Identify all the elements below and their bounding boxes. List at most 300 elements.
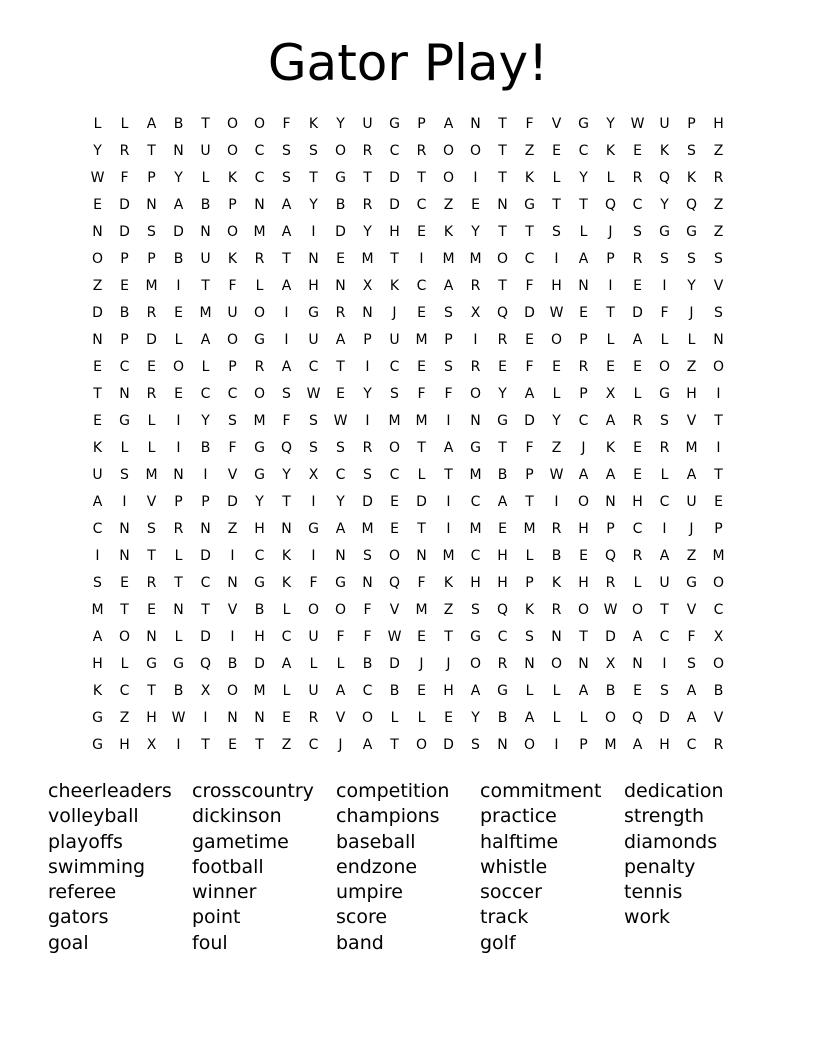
grid-letter[interactable]: C <box>713 602 724 618</box>
grid-letter[interactable]: T <box>525 494 534 510</box>
grid-letter[interactable]: K <box>308 116 319 132</box>
grid-letter[interactable]: Z <box>443 197 454 213</box>
grid-letter[interactable]: M <box>712 548 725 564</box>
grid-letter[interactable]: D <box>416 494 427 510</box>
grid-letter[interactable]: N <box>119 548 130 564</box>
grid-letter[interactable]: Q <box>496 305 509 321</box>
grid-letter[interactable]: S <box>687 656 696 672</box>
grid-letter[interactable]: E <box>444 710 453 726</box>
grid-letter[interactable]: I <box>716 386 721 402</box>
grid-letter[interactable]: D <box>389 170 400 186</box>
grid-letter[interactable]: O <box>334 143 347 159</box>
grid-letter[interactable]: B <box>497 710 508 726</box>
grid-letter[interactable]: F <box>282 116 291 132</box>
grid-letter[interactable]: L <box>417 467 426 483</box>
grid-letter[interactable]: B <box>227 656 238 672</box>
grid-letter[interactable]: R <box>335 305 346 321</box>
grid-letter[interactable]: Q <box>496 602 509 618</box>
grid-letter[interactable]: Y <box>687 278 696 294</box>
grid-letter[interactable]: K <box>551 575 562 591</box>
grid-letter[interactable]: O <box>631 602 644 618</box>
grid-letter[interactable]: R <box>146 305 157 321</box>
grid-letter[interactable]: N <box>362 575 373 591</box>
grid-letter[interactable]: F <box>228 278 237 294</box>
grid-letter[interactable]: V <box>551 116 562 132</box>
grid-letter[interactable]: P <box>606 521 615 537</box>
grid-letter[interactable]: P <box>147 251 156 267</box>
grid-letter[interactable]: A <box>686 710 697 726</box>
grid-letter[interactable]: Z <box>281 737 292 753</box>
grid-letter[interactable]: L <box>147 440 156 456</box>
grid-letter[interactable]: G <box>254 440 265 456</box>
grid-letter[interactable]: I <box>716 440 721 456</box>
grid-letter[interactable]: A <box>659 548 670 564</box>
grid-letter[interactable]: I <box>203 710 208 726</box>
grid-letter[interactable]: E <box>633 467 642 483</box>
grid-letter[interactable]: G <box>254 332 265 348</box>
grid-letter[interactable]: O <box>658 359 671 375</box>
grid-letter[interactable]: K <box>443 575 454 591</box>
grid-letter[interactable]: D <box>119 224 130 240</box>
grid-letter[interactable]: N <box>227 575 238 591</box>
grid-letter[interactable]: Q <box>685 197 698 213</box>
grid-letter[interactable]: D <box>632 305 643 321</box>
grid-letter[interactable]: O <box>91 251 104 267</box>
grid-letter[interactable]: S <box>714 251 723 267</box>
grid-letter[interactable]: X <box>605 656 616 672</box>
grid-letter[interactable]: R <box>308 710 319 726</box>
grid-letter[interactable]: D <box>254 656 265 672</box>
grid-letter[interactable]: T <box>390 737 399 753</box>
grid-letter[interactable]: S <box>633 224 642 240</box>
grid-letter[interactable]: C <box>254 170 265 186</box>
grid-letter[interactable]: Y <box>309 197 318 213</box>
grid-letter[interactable]: H <box>470 575 481 591</box>
grid-letter[interactable]: Y <box>201 413 210 429</box>
grid-letter[interactable]: G <box>389 116 400 132</box>
grid-letter[interactable]: S <box>552 224 561 240</box>
grid-letter[interactable]: F <box>687 629 696 645</box>
grid-letter[interactable]: S <box>282 386 291 402</box>
grid-letter[interactable]: G <box>686 575 697 591</box>
grid-letter[interactable]: U <box>659 116 670 132</box>
grid-letter[interactable]: D <box>659 710 670 726</box>
grid-letter[interactable]: N <box>497 737 508 753</box>
grid-letter[interactable]: F <box>363 629 372 645</box>
grid-letter[interactable]: T <box>714 467 723 483</box>
grid-letter[interactable]: M <box>253 224 266 240</box>
grid-letter[interactable]: I <box>473 170 478 186</box>
grid-letter[interactable]: H <box>254 521 265 537</box>
grid-letter[interactable]: A <box>92 629 103 645</box>
grid-letter[interactable]: Y <box>255 494 264 510</box>
grid-letter[interactable]: U <box>200 251 211 267</box>
grid-letter[interactable]: I <box>230 629 235 645</box>
grid-letter[interactable]: C <box>335 467 346 483</box>
grid-letter[interactable]: Q <box>604 548 617 564</box>
grid-letter[interactable]: P <box>120 332 129 348</box>
grid-letter[interactable]: W <box>630 116 645 132</box>
grid-letter[interactable]: H <box>659 737 670 753</box>
grid-letter[interactable]: T <box>282 494 291 510</box>
grid-letter[interactable]: A <box>146 116 157 132</box>
grid-letter[interactable]: P <box>363 332 372 348</box>
grid-letter[interactable]: R <box>605 575 616 591</box>
grid-letter[interactable]: C <box>632 197 643 213</box>
grid-letter[interactable]: Y <box>498 386 507 402</box>
grid-letter[interactable]: C <box>227 386 238 402</box>
grid-letter[interactable]: T <box>390 251 399 267</box>
grid-letter[interactable]: O <box>226 332 239 348</box>
grid-letter[interactable]: N <box>200 521 211 537</box>
grid-letter[interactable]: H <box>497 548 508 564</box>
grid-letter[interactable]: N <box>173 143 184 159</box>
grid-letter[interactable]: Y <box>93 143 102 159</box>
grid-letter[interactable]: N <box>146 629 157 645</box>
grid-letter[interactable]: D <box>227 494 238 510</box>
grid-letter[interactable]: R <box>146 386 157 402</box>
grid-letter[interactable]: G <box>254 467 265 483</box>
grid-letter[interactable]: C <box>254 143 265 159</box>
grid-letter[interactable]: A <box>686 467 697 483</box>
grid-letter[interactable]: L <box>93 116 102 132</box>
grid-letter[interactable]: X <box>308 467 319 483</box>
grid-letter[interactable]: O <box>577 602 590 618</box>
grid-letter[interactable]: F <box>417 575 426 591</box>
grid-letter[interactable]: K <box>227 170 238 186</box>
grid-letter[interactable]: D <box>119 197 130 213</box>
grid-letter[interactable]: E <box>633 683 642 699</box>
grid-letter[interactable]: E <box>390 521 399 537</box>
grid-letter[interactable]: H <box>389 224 400 240</box>
grid-letter[interactable]: L <box>552 386 561 402</box>
grid-letter[interactable]: L <box>120 116 129 132</box>
grid-letter[interactable]: T <box>552 197 561 213</box>
grid-letter[interactable]: K <box>524 170 535 186</box>
grid-letter[interactable]: O <box>469 143 482 159</box>
grid-letter[interactable]: P <box>579 386 588 402</box>
grid-letter[interactable]: O <box>118 629 131 645</box>
grid-letter[interactable]: R <box>470 278 481 294</box>
grid-letter[interactable]: P <box>228 197 237 213</box>
grid-letter[interactable]: C <box>632 521 643 537</box>
grid-letter[interactable]: O <box>523 737 536 753</box>
grid-letter[interactable]: B <box>389 683 400 699</box>
grid-letter[interactable]: M <box>253 413 266 429</box>
grid-letter[interactable]: S <box>444 359 453 375</box>
grid-letter[interactable]: A <box>443 278 454 294</box>
grid-letter[interactable]: N <box>335 278 346 294</box>
grid-letter[interactable]: E <box>93 197 102 213</box>
grid-letter[interactable]: R <box>173 521 184 537</box>
grid-letter[interactable]: L <box>633 575 642 591</box>
grid-letter[interactable]: G <box>497 683 508 699</box>
grid-letter[interactable]: F <box>525 116 534 132</box>
grid-letter[interactable]: I <box>554 251 559 267</box>
grid-letter[interactable]: M <box>523 521 536 537</box>
grid-letter[interactable]: C <box>470 494 481 510</box>
grid-letter[interactable]: X <box>200 683 211 699</box>
grid-letter[interactable]: K <box>281 548 292 564</box>
grid-letter[interactable]: A <box>578 683 589 699</box>
grid-letter[interactable]: P <box>525 467 534 483</box>
grid-letter[interactable]: O <box>334 602 347 618</box>
grid-letter[interactable]: H <box>551 278 562 294</box>
grid-letter[interactable]: F <box>660 305 669 321</box>
grid-letter[interactable]: F <box>525 278 534 294</box>
grid-letter[interactable]: T <box>147 143 156 159</box>
grid-letter[interactable]: L <box>660 467 669 483</box>
grid-letter[interactable]: R <box>632 548 643 564</box>
grid-letter[interactable]: R <box>362 197 373 213</box>
grid-letter[interactable]: N <box>254 710 265 726</box>
grid-letter[interactable]: F <box>336 629 345 645</box>
grid-letter[interactable]: T <box>714 413 723 429</box>
grid-letter[interactable]: N <box>524 656 535 672</box>
grid-letter[interactable]: S <box>93 575 102 591</box>
grid-letter[interactable]: P <box>147 170 156 186</box>
grid-letter[interactable]: T <box>174 575 183 591</box>
grid-letter[interactable]: B <box>497 467 508 483</box>
grid-letter[interactable]: Z <box>524 143 535 159</box>
grid-letter[interactable]: A <box>281 656 292 672</box>
grid-letter[interactable]: W <box>171 710 186 726</box>
grid-letter[interactable]: P <box>579 737 588 753</box>
grid-letter[interactable]: V <box>713 710 724 726</box>
grid-letter[interactable]: U <box>308 332 319 348</box>
grid-letter[interactable]: E <box>417 683 426 699</box>
grid-letter[interactable]: E <box>228 737 237 753</box>
grid-letter[interactable]: S <box>282 143 291 159</box>
grid-letter[interactable]: G <box>578 116 589 132</box>
grid-letter[interactable]: K <box>605 143 616 159</box>
grid-letter[interactable]: C <box>119 359 130 375</box>
grid-letter[interactable]: O <box>226 683 239 699</box>
grid-letter[interactable]: K <box>524 602 535 618</box>
grid-letter[interactable]: G <box>254 575 265 591</box>
grid-letter[interactable]: G <box>92 710 103 726</box>
grid-letter[interactable]: A <box>173 197 184 213</box>
grid-letter[interactable]: C <box>659 494 670 510</box>
grid-letter[interactable]: E <box>633 278 642 294</box>
grid-letter[interactable]: O <box>307 602 320 618</box>
grid-letter[interactable]: I <box>176 440 181 456</box>
grid-letter[interactable]: B <box>362 656 373 672</box>
grid-letter[interactable]: M <box>361 521 374 537</box>
grid-letter[interactable]: M <box>469 251 482 267</box>
grid-letter[interactable]: P <box>714 521 723 537</box>
grid-letter[interactable]: I <box>365 413 370 429</box>
grid-letter[interactable]: A <box>281 278 292 294</box>
grid-letter[interactable]: E <box>120 278 129 294</box>
grid-letter[interactable]: C <box>389 359 400 375</box>
grid-letter[interactable]: R <box>254 251 265 267</box>
grid-letter[interactable]: B <box>713 683 724 699</box>
grid-letter[interactable]: E <box>498 521 507 537</box>
grid-letter[interactable]: Y <box>471 710 480 726</box>
grid-letter[interactable]: G <box>146 656 157 672</box>
grid-letter[interactable]: I <box>311 494 316 510</box>
grid-letter[interactable]: F <box>363 602 372 618</box>
grid-letter[interactable]: D <box>335 224 346 240</box>
grid-letter[interactable]: D <box>389 197 400 213</box>
grid-letter[interactable]: O <box>253 386 266 402</box>
grid-letter[interactable]: A <box>632 737 643 753</box>
grid-letter[interactable]: P <box>579 332 588 348</box>
grid-letter[interactable]: L <box>201 170 210 186</box>
grid-letter[interactable]: S <box>363 548 372 564</box>
grid-letter[interactable]: D <box>389 656 400 672</box>
grid-letter[interactable]: E <box>471 197 480 213</box>
grid-letter[interactable]: K <box>659 143 670 159</box>
grid-letter[interactable]: L <box>579 710 588 726</box>
grid-letter[interactable]: J <box>338 737 343 753</box>
grid-letter[interactable]: S <box>444 305 453 321</box>
grid-letter[interactable]: D <box>362 494 373 510</box>
grid-letter[interactable]: F <box>417 386 426 402</box>
grid-letter[interactable]: O <box>361 710 374 726</box>
grid-letter[interactable]: A <box>497 494 508 510</box>
grid-letter[interactable]: R <box>470 359 481 375</box>
grid-letter[interactable]: A <box>281 224 292 240</box>
grid-letter[interactable]: Q <box>604 197 617 213</box>
grid-letter[interactable]: M <box>442 548 455 564</box>
grid-letter[interactable]: T <box>255 737 264 753</box>
grid-letter[interactable]: B <box>200 197 211 213</box>
grid-letter[interactable]: G <box>92 737 103 753</box>
grid-letter[interactable]: O <box>442 170 455 186</box>
grid-letter[interactable]: O <box>388 440 401 456</box>
grid-letter[interactable]: I <box>446 521 451 537</box>
grid-letter[interactable]: Y <box>579 170 588 186</box>
grid-letter[interactable]: A <box>443 440 454 456</box>
grid-letter[interactable]: E <box>147 602 156 618</box>
grid-letter[interactable]: D <box>524 305 535 321</box>
grid-letter[interactable]: O <box>712 575 725 591</box>
grid-letter[interactable]: G <box>335 170 346 186</box>
grid-letter[interactable]: A <box>335 332 346 348</box>
grid-letter[interactable]: S <box>309 143 318 159</box>
grid-letter[interactable]: U <box>92 467 103 483</box>
grid-letter[interactable]: G <box>659 386 670 402</box>
grid-letter[interactable]: G <box>659 224 670 240</box>
grid-letter[interactable]: C <box>686 737 697 753</box>
grid-letter[interactable]: K <box>92 683 103 699</box>
grid-letter[interactable]: L <box>633 386 642 402</box>
grid-letter[interactable]: C <box>254 548 265 564</box>
grid-letter[interactable]: M <box>145 278 158 294</box>
grid-letter[interactable]: I <box>230 548 235 564</box>
grid-letter[interactable]: C <box>416 197 427 213</box>
grid-letter[interactable]: T <box>498 224 507 240</box>
grid-letter[interactable]: E <box>120 575 129 591</box>
grid-letter[interactable]: B <box>551 548 562 564</box>
grid-letter[interactable]: I <box>608 278 613 294</box>
grid-letter[interactable]: O <box>604 710 617 726</box>
grid-letter[interactable]: H <box>632 494 643 510</box>
grid-letter[interactable]: L <box>120 656 129 672</box>
grid-letter[interactable]: K <box>227 251 238 267</box>
grid-letter[interactable]: U <box>362 116 373 132</box>
grid-letter[interactable]: L <box>174 548 183 564</box>
grid-letter[interactable]: R <box>551 521 562 537</box>
grid-letter[interactable]: L <box>552 710 561 726</box>
grid-letter[interactable]: C <box>497 629 508 645</box>
grid-letter[interactable]: Z <box>713 197 724 213</box>
grid-letter[interactable]: D <box>200 548 211 564</box>
grid-letter[interactable]: L <box>660 332 669 348</box>
grid-letter[interactable]: O <box>550 332 563 348</box>
grid-letter[interactable]: V <box>146 494 157 510</box>
grid-letter[interactable]: N <box>92 224 103 240</box>
grid-letter[interactable]: M <box>199 305 212 321</box>
grid-letter[interactable]: O <box>712 656 725 672</box>
grid-letter[interactable]: E <box>498 359 507 375</box>
grid-letter[interactable]: A <box>200 332 211 348</box>
grid-letter[interactable]: B <box>119 305 130 321</box>
grid-letter[interactable]: A <box>578 467 589 483</box>
grid-letter[interactable]: T <box>498 440 507 456</box>
grid-letter[interactable]: E <box>552 359 561 375</box>
grid-letter[interactable]: Z <box>686 548 697 564</box>
grid-letter[interactable]: J <box>392 305 397 321</box>
grid-letter[interactable]: T <box>201 602 210 618</box>
grid-letter[interactable]: G <box>686 224 697 240</box>
grid-letter[interactable]: Q <box>199 656 212 672</box>
grid-letter[interactable]: T <box>417 440 426 456</box>
grid-letter[interactable]: O <box>388 548 401 564</box>
grid-letter[interactable]: A <box>470 683 481 699</box>
grid-letter[interactable]: A <box>632 332 643 348</box>
grid-letter[interactable]: F <box>525 359 534 375</box>
grid-letter[interactable]: F <box>525 440 534 456</box>
grid-letter[interactable]: S <box>660 251 669 267</box>
grid-letter[interactable]: Z <box>227 521 238 537</box>
grid-letter[interactable]: M <box>604 737 617 753</box>
grid-letter[interactable]: O <box>577 494 590 510</box>
grid-letter[interactable]: I <box>662 278 667 294</box>
grid-letter[interactable]: C <box>92 521 103 537</box>
grid-letter[interactable]: X <box>713 629 724 645</box>
grid-letter[interactable]: L <box>687 332 696 348</box>
grid-letter[interactable]: B <box>605 683 616 699</box>
grid-letter[interactable]: M <box>469 467 482 483</box>
grid-letter[interactable]: T <box>201 278 210 294</box>
grid-letter[interactable]: I <box>284 332 289 348</box>
grid-letter[interactable]: C <box>200 386 211 402</box>
grid-letter[interactable]: T <box>363 170 372 186</box>
grid-letter[interactable]: L <box>336 656 345 672</box>
grid-letter[interactable]: E <box>552 143 561 159</box>
grid-letter[interactable]: L <box>201 359 210 375</box>
grid-letter[interactable]: E <box>174 386 183 402</box>
grid-letter[interactable]: N <box>173 602 184 618</box>
grid-letter[interactable]: V <box>713 278 724 294</box>
grid-letter[interactable]: A <box>443 116 454 132</box>
grid-letter[interactable]: E <box>282 710 291 726</box>
grid-letter[interactable]: I <box>311 548 316 564</box>
grid-letter[interactable]: L <box>606 332 615 348</box>
grid-letter[interactable]: J <box>689 521 694 537</box>
grid-letter[interactable]: O <box>253 116 266 132</box>
grid-letter[interactable]: O <box>172 359 185 375</box>
grid-letter[interactable]: Y <box>282 467 291 483</box>
grid-letter[interactable]: R <box>146 575 157 591</box>
grid-letter[interactable]: S <box>309 413 318 429</box>
grid-letter[interactable]: L <box>552 170 561 186</box>
grid-letter[interactable]: M <box>415 332 428 348</box>
grid-letter[interactable]: S <box>282 170 291 186</box>
